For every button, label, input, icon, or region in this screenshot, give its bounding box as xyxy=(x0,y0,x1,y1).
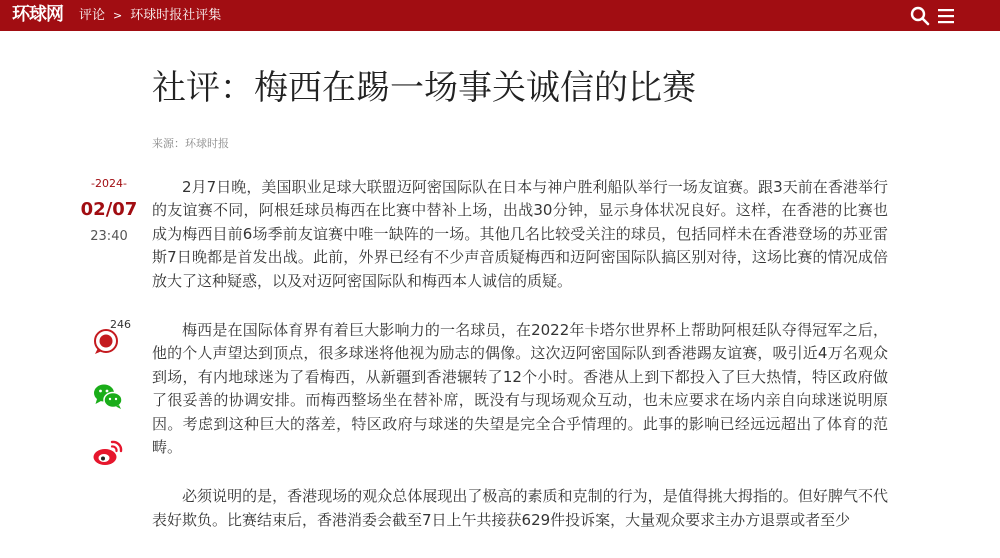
article-source: 来源：环球时报 xyxy=(152,137,229,150)
weibo-icon[interactable] xyxy=(92,437,124,469)
breadcrumb-item-comment[interactable]: 评论 xyxy=(79,8,106,23)
search-icon[interactable] xyxy=(910,6,930,26)
comment-count: 246 xyxy=(110,318,131,331)
article-body xyxy=(152,176,888,558)
article-paragraph: 必须说明的是，香港现场的观众总体展现出了极高的素质和克制的行为，是值得挑大拇指的。但好脾气不代表好欺负。比赛结束后，香港消委会截至7日上午共接获629件投诉案，大量观众要求主办方退票或者至少 xyxy=(152,487,888,529)
article-paragraph: 2月7日晚，美国职业足球大联盟迈阿密国际队在日本与神户胜利船队举行一场友谊赛。跟3天前在香港举行的友谊赛不同，阿根廷球员梅西在比赛中替补上场，出战30分钟，显示身体状况良好。这样，在香港的比赛也成为梅西目前6场季前友谊赛中唯一缺阵的一场。其他几名比较受关注的球员，包括同样未在香港登场的苏亚雷斯7日晚都是首发出战。此前，外界已经有不少声音质疑梅西和迈阿密国际队搞区别对待，这场比赛的情况成倍放大了这种疑惑，以及对迈阿密国际队和梅西本人诚信的质疑。 xyxy=(152,178,888,290)
top-bar xyxy=(0,0,1000,31)
date-time: 23:40 xyxy=(90,229,128,244)
breadcrumb-separator: > xyxy=(113,9,123,22)
breadcrumb-item-editorials[interactable]: 环球时报社评集 xyxy=(130,8,222,23)
article-title: 社评：梅西在踢一场事关诚信的比赛 xyxy=(152,68,696,108)
comment-icon[interactable] xyxy=(92,324,124,356)
wechat-icon[interactable] xyxy=(92,380,124,412)
date-month-day: 02/07 xyxy=(80,199,138,220)
breadcrumb xyxy=(79,7,221,24)
menu-icon[interactable] xyxy=(936,6,956,26)
date-year: -2024- xyxy=(91,177,127,190)
article-paragraph: 梅西是在国际体育界有着巨大影响力的一名球员，在2022年卡塔尔世界杯上帮助阿根廷队夺得冠军之后，他的个人声望达到顶点，很多球迷将他视为励志的偶像。这次迈阿密国际队到香港踢友谊赛，吸引近4万名观众到场，有内地球迷为了看梅西，从新疆到香港辗转了12个小时。香港从上到下都投入了巨大热情，特区政府做了很妥善的协调安排。而梅西整场坐在替补席，既没有与现场观众互动，也未应要求在场内亲自向球迷说明原因。考虑到这种巨大的落差，特区政府与球迷的失望是完全合乎情理的。此事的影响已经远远超出了体育的范畴。 xyxy=(152,321,888,457)
site-logo[interactable]: 环球网 xyxy=(12,4,63,25)
publish-date xyxy=(78,176,140,246)
